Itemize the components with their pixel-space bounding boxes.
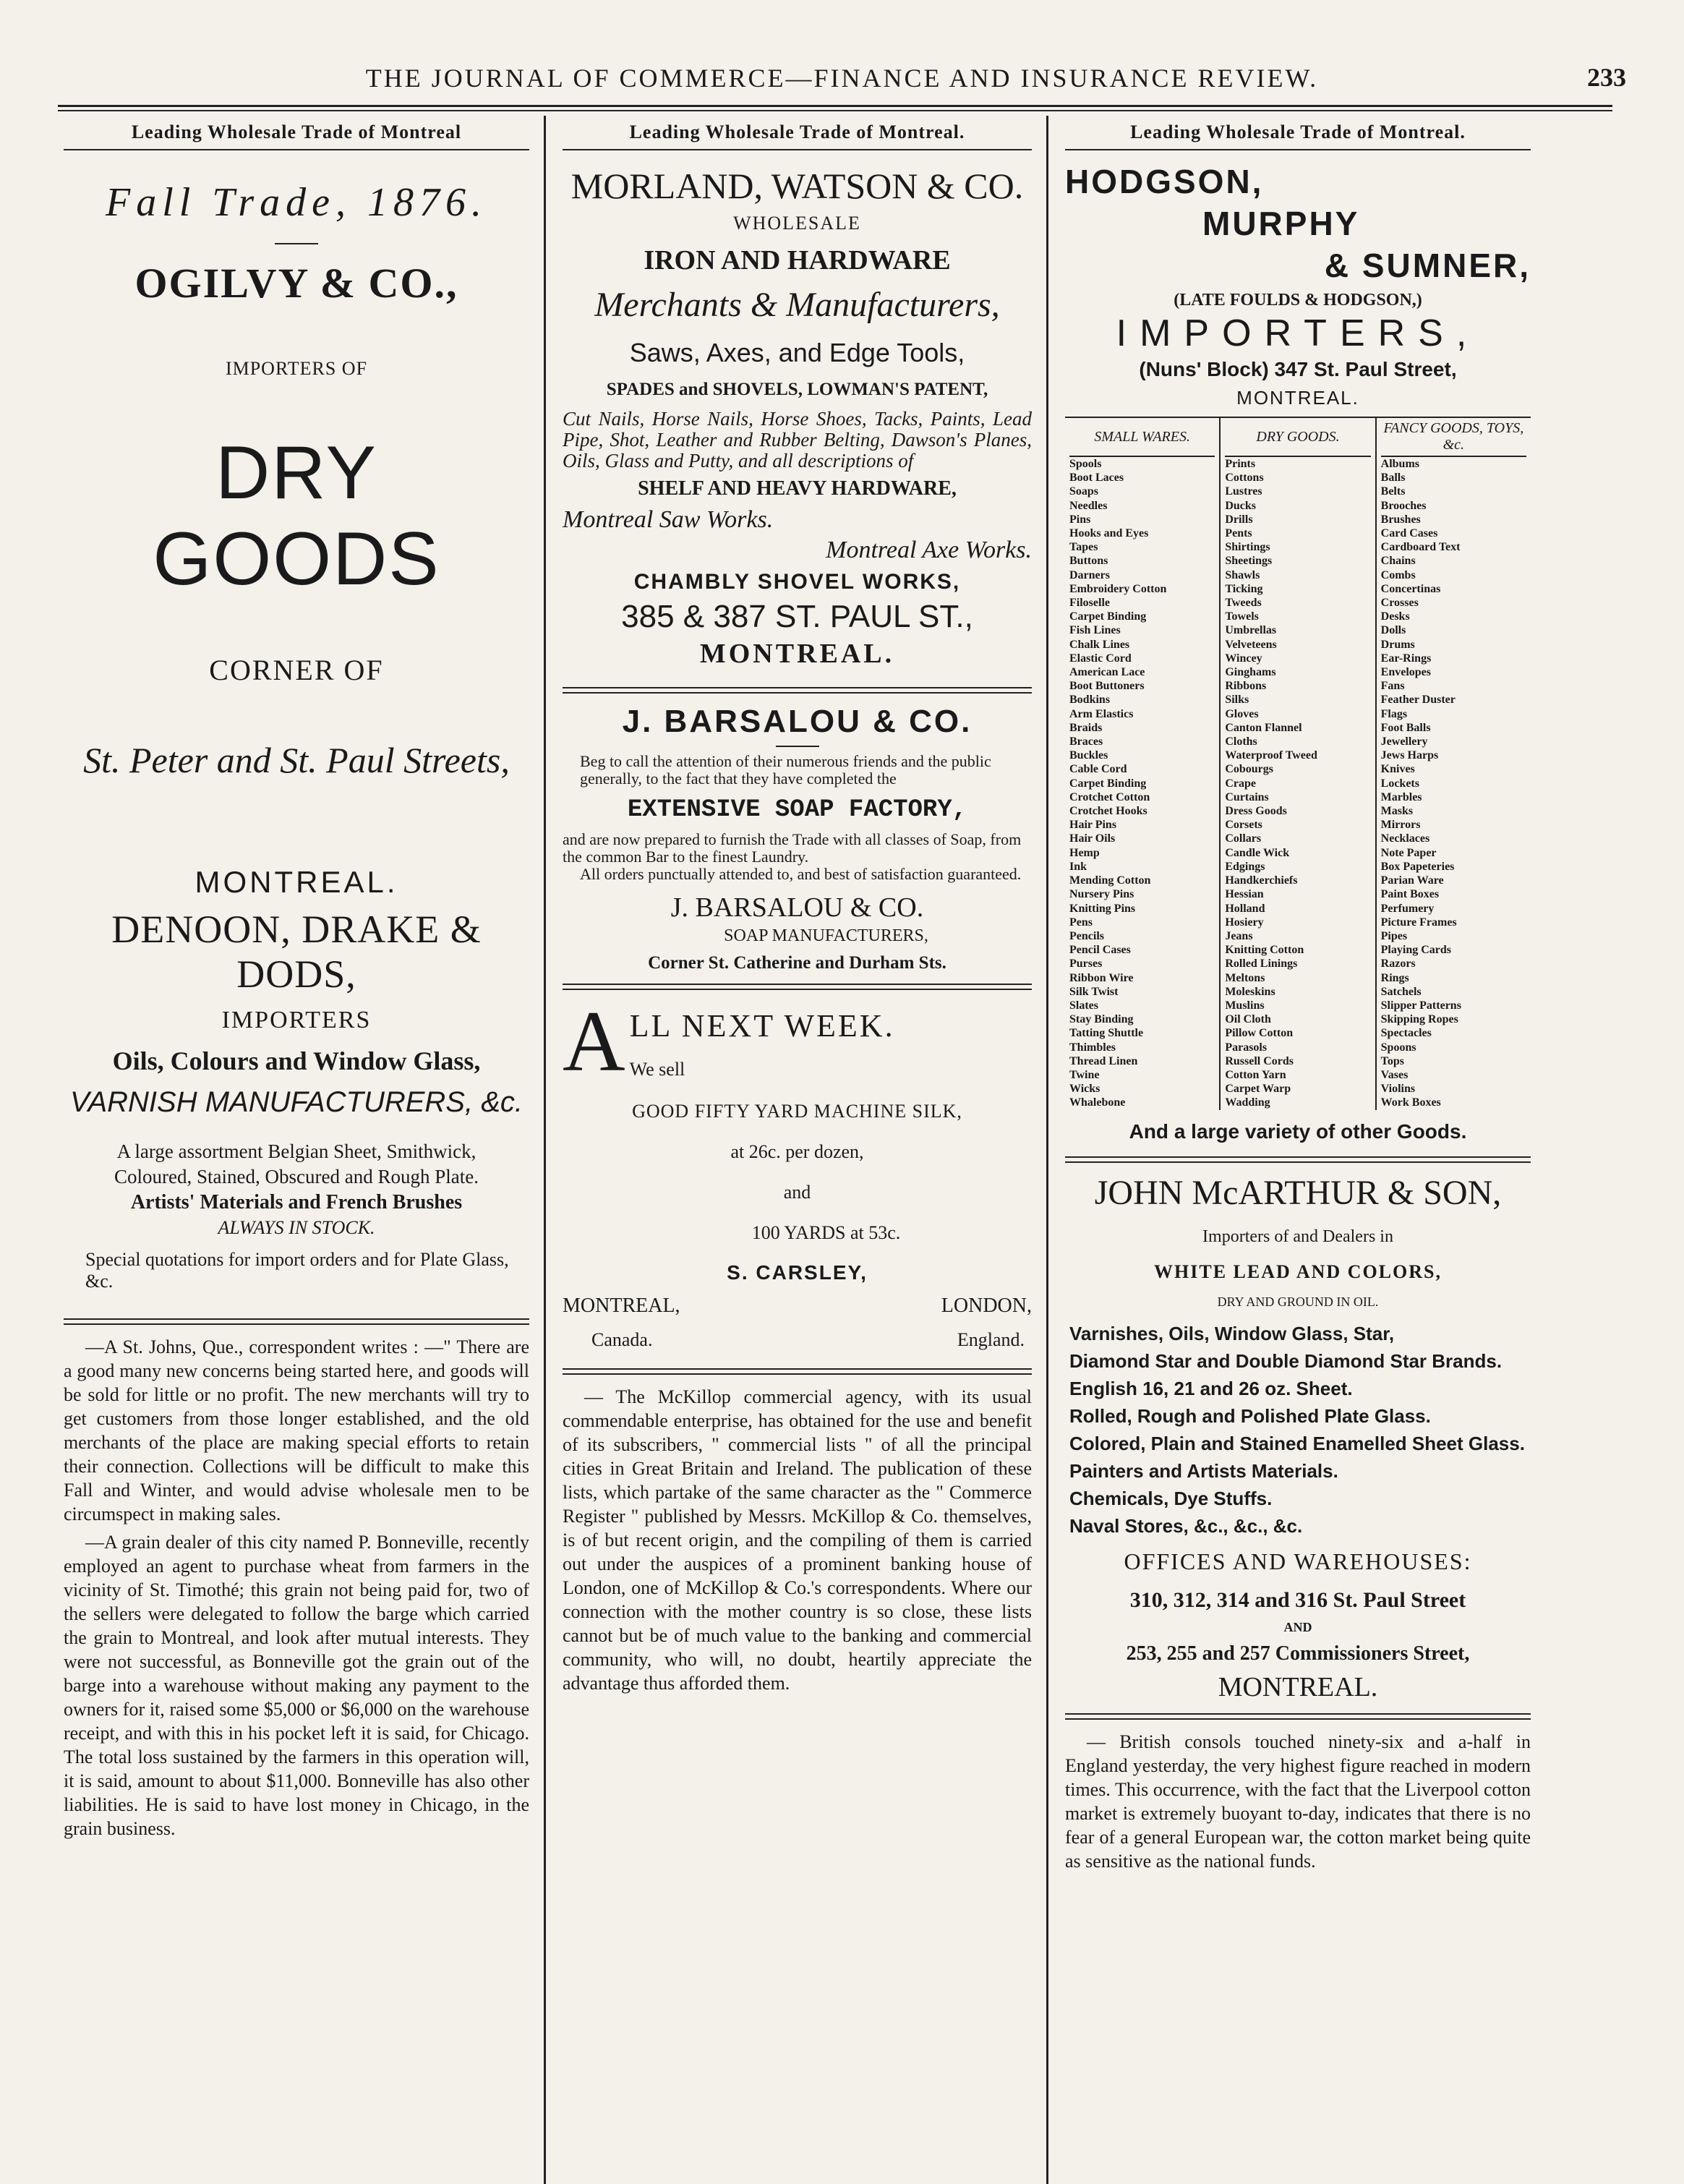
- list-item: Boot Buttoners: [1069, 680, 1145, 693]
- list-item: Braces: [1069, 735, 1103, 748]
- axe-works: Montreal Axe Works.: [826, 537, 1032, 563]
- soap-factory-heading: EXTENSIVE SOAP FACTORY,: [627, 796, 967, 824]
- list-item: Feather Duster: [1380, 694, 1456, 707]
- page-header: [58, 56, 1626, 100]
- ogilvy-ad: [64, 179, 529, 900]
- season-heading: Fall Trade, 1876.: [105, 180, 488, 225]
- goods-list: [1225, 457, 1370, 1110]
- list-item: Rings: [1380, 971, 1409, 984]
- list-item: Drums: [1380, 638, 1415, 651]
- section-rule: [1065, 1156, 1531, 1163]
- list-item: Meltons: [1225, 971, 1265, 984]
- list-item: Shirtings: [1225, 541, 1270, 554]
- morland-ad: [563, 165, 1032, 670]
- list-item: Hair Oils: [1069, 832, 1116, 845]
- denoon-ad: [64, 907, 529, 1292]
- signature: J. BARSALOU & CO.: [670, 892, 924, 923]
- list-item: Pents: [1225, 527, 1252, 540]
- list-item: Jeans: [1225, 929, 1253, 942]
- list-item: Razors: [1380, 957, 1416, 971]
- chambly-line: CHAMBLY SHOVEL WORKS,: [633, 570, 961, 594]
- list-item: Slipper Patterns: [1380, 999, 1461, 1012]
- list-item: Cottons: [1225, 472, 1264, 485]
- firm-name-2: MURPHY: [1202, 205, 1360, 242]
- products-list: [1065, 1320, 1531, 1540]
- news-paragraph: — British consols touched ninety-six and a-half in England yesterday, the very highest figure reached in modern times. This occurrence, with the fact that the Liverpool cotton market is extremely buoyant to-day, indicates that there is no fear of a general European war, the cotton market being quite as sensitive as the national funds.: [1065, 1731, 1531, 1872]
- ad-line: Special quotations for import orders and for Plate Glass, &c.: [85, 1249, 509, 1292]
- list-item: Buckles: [1069, 749, 1108, 762]
- list-item: Whalebone: [1069, 1096, 1126, 1109]
- list-item: Tapes: [1069, 541, 1098, 554]
- list-item: Combs: [1380, 568, 1416, 581]
- list-item: Moleskins: [1225, 985, 1275, 998]
- list-item: Ear-Rings: [1380, 652, 1432, 665]
- corner-address: Corner St. Catherine and Durham Sts.: [648, 953, 946, 973]
- goods-line: Oils, Colours and Window Glass,: [112, 1046, 481, 1075]
- list-item: Oil Cloth: [1225, 1013, 1271, 1026]
- list-item: Parian Ware: [1380, 874, 1444, 887]
- dry-goods-heading: DRY GOODS: [153, 431, 440, 601]
- goods-table: [1065, 417, 1531, 1110]
- merchants-line: Merchants & Manufacturers,: [594, 286, 1000, 324]
- list-item: Needles: [1069, 499, 1108, 512]
- address-line: 310, 312, 314 and 316 St. Paul Street: [1129, 1587, 1466, 1612]
- list-item: Silk Twist: [1069, 985, 1119, 998]
- list-item: Chains: [1380, 555, 1416, 568]
- late-line: (LATE FOULDS & HODGSON,): [1174, 291, 1422, 310]
- wholesale-label: WHOLESALE: [733, 213, 861, 234]
- list-item: Rolled, Rough and Polished Plate Glass.: [1069, 1404, 1431, 1427]
- city: MONTREAL,: [563, 1294, 680, 1317]
- list-item: Buttons: [1069, 555, 1108, 568]
- country-row: [563, 1329, 1032, 1351]
- ad-body: All orders punctually attended to, and best of satisfaction guaranteed.: [580, 865, 1022, 883]
- list-item: Hosiery: [1225, 916, 1264, 929]
- section-head: Leading Wholesale Trade of Montreal: [64, 116, 529, 150]
- list-item: Playing Cards: [1380, 944, 1451, 957]
- section-head: Leading Wholesale Trade of Montreal.: [1065, 116, 1531, 150]
- trade-heading: IRON AND HARDWARE: [644, 245, 951, 276]
- headline-block: [563, 1004, 1032, 1080]
- ad-intro: Beg to call the attention of their numerous friends and the public generally, to the fact that they have completed the: [580, 752, 991, 788]
- list-item: Velveteens: [1225, 638, 1277, 651]
- list-item: Slates: [1069, 999, 1098, 1012]
- list-item: Crotchet Cotton: [1069, 790, 1150, 803]
- list-item: Cable Cord: [1069, 763, 1127, 776]
- list-item: Wicks: [1069, 1083, 1100, 1096]
- list-item: Paint Boxes: [1380, 888, 1440, 901]
- list-item: Naval Stores, &c., &c., &c.: [1069, 1514, 1303, 1537]
- country: England.: [957, 1329, 1025, 1350]
- list-item: Lustres: [1225, 485, 1262, 498]
- saw-works: Montreal Saw Works.: [563, 506, 774, 533]
- list-item: Jewellery: [1380, 735, 1428, 748]
- list-item: Edgings: [1225, 860, 1265, 873]
- list-item: Thread Linen: [1069, 1054, 1138, 1067]
- list-item: Hair Pins: [1069, 819, 1117, 832]
- list-item: Umbrellas: [1225, 624, 1277, 637]
- list-item: Envelopes: [1380, 666, 1431, 679]
- list-item: Pillow Cotton: [1225, 1027, 1294, 1040]
- list-item: Elastic Cord: [1069, 652, 1132, 665]
- list-item: Spectacles: [1380, 1027, 1432, 1040]
- section-head: Leading Wholesale Trade of Montreal.: [563, 116, 1032, 150]
- offices-heading: OFFICES AND WAREHOUSES:: [1124, 1548, 1472, 1574]
- list-item: Muslins: [1225, 999, 1265, 1012]
- city-row: [563, 1294, 1032, 1318]
- list-item: Purses: [1069, 957, 1103, 971]
- list-item: Mending Cotton: [1069, 874, 1151, 887]
- header-rule: [58, 105, 1612, 111]
- list-item: Pencil Cases: [1069, 944, 1131, 957]
- list-item: Albums: [1380, 458, 1420, 470]
- list-item: Curtains: [1225, 790, 1269, 803]
- tools-line: Saws, Axes, and Edge Tools,: [629, 338, 965, 367]
- list-item: Mirrors: [1380, 819, 1421, 832]
- list-item: Chemicals, Dye Stuffs.: [1069, 1487, 1273, 1509]
- list-item: Prints: [1225, 458, 1256, 470]
- ad-line: Coloured, Stained, Obscured and Rough Plate.: [114, 1166, 479, 1187]
- list-item: Satchels: [1380, 985, 1422, 998]
- list-item: Pins: [1069, 513, 1091, 526]
- varnish-line: VARNISH MANUFACTURERS, &c.: [70, 1086, 523, 1118]
- list-item: Card Cases: [1380, 527, 1438, 540]
- list-item: Thimbles: [1069, 1041, 1116, 1054]
- list-item: Hessian: [1225, 888, 1264, 901]
- shelf-line: SHELF AND HEAVY HARDWARE,: [638, 477, 957, 500]
- list-item: Tweeds: [1225, 597, 1262, 610]
- list-item: Spoons: [1380, 1041, 1416, 1054]
- list-item: Brushes: [1380, 513, 1421, 526]
- list-item: English 16, 21 and 26 oz. Sheet.: [1069, 1377, 1353, 1399]
- column-divider: [544, 116, 546, 2184]
- list-item: Cardboard Text: [1380, 541, 1461, 554]
- list-item: Embroidery Cotton: [1069, 582, 1167, 595]
- firm-name: MORLAND, WATSON & CO.: [570, 166, 1024, 206]
- list-item: Collars: [1225, 832, 1262, 845]
- dry-line: DRY AND GROUND IN OIL.: [1217, 1294, 1379, 1309]
- corner-label: CORNER OF: [209, 654, 384, 686]
- section-rule: [563, 1368, 1032, 1375]
- products-description: Cut Nails, Horse Nails, Horse Shoes, Tacks, Paints, Lead Pipe, Shot, Leather and Rubber Belting, Dawson's Planes, Oils, Glass and Putty, and all descriptions of: [563, 408, 1032, 472]
- list-item: Cloths: [1225, 735, 1257, 748]
- goods-column-header: SMALL WARES.: [1069, 418, 1215, 457]
- section-rule: [563, 984, 1032, 990]
- list-item: Knives: [1380, 763, 1415, 776]
- list-item: Varnishes, Oils, Window Glass, Star,: [1069, 1322, 1395, 1344]
- footer-line: And a large variety of other Goods.: [1129, 1119, 1467, 1143]
- list-item: Handkerchiefs: [1225, 874, 1298, 887]
- list-item: Carpet Warp: [1225, 1083, 1291, 1096]
- importers-label: IMPORTERS OF: [225, 358, 368, 379]
- goods-list: [1069, 457, 1215, 1110]
- street-address: (Nuns' Block) 347 St. Paul Street,: [1139, 358, 1457, 380]
- city-name: MONTREAL.: [699, 639, 895, 669]
- list-item: Wincey: [1225, 652, 1262, 665]
- list-item: Soaps: [1069, 485, 1099, 498]
- barsalou-ad: [563, 704, 1032, 973]
- list-item: Crape: [1225, 777, 1256, 790]
- list-item: Tops: [1380, 1054, 1404, 1067]
- list-item: Darners: [1069, 568, 1110, 581]
- list-item: Towels: [1225, 610, 1259, 623]
- list-item: Wadding: [1225, 1096, 1270, 1109]
- list-item: Balls: [1380, 472, 1406, 485]
- list-item: Carpet Binding: [1069, 777, 1147, 790]
- section-rule: [1065, 1713, 1531, 1720]
- list-item: Drills: [1225, 513, 1253, 526]
- list-item: Braids: [1069, 721, 1103, 734]
- firm-name: JOHN McARTHUR & SON,: [1094, 1173, 1502, 1212]
- list-item: Vases: [1380, 1068, 1409, 1081]
- section-rule: [64, 1318, 529, 1325]
- news-paragraph: —A grain dealer of this city named P. Bonneville, recently employed an agent to purchase wheat from farmers in the vicinity of St. Timothé; this grain not being paid for, two of the sellers were delegated to follow the barge which carried the grain to Montreal, and look after mutual interests. They were not successful, as Bonneville got the grain out of the barge into a warehouse without making any payment to the owners for it, raised some $5,000 or $6,000 on the warehouse receipt, and with this in his pocket left it is said, for Chicago. The total loss sustained by the farmers in this operation will, it is said, amount to about $11,000. Bonneville has also other liabilities. He is said to have lost money in Chicago, in the grain business.: [64, 1532, 529, 1839]
- headline: LL NEXT WEEK.: [629, 1008, 895, 1044]
- list-item: Twine: [1069, 1068, 1100, 1081]
- goods-column-header: DRY GOODS.: [1225, 418, 1370, 457]
- goods-column-fancy-goods: [1377, 418, 1531, 1110]
- list-item: Ginghams: [1225, 666, 1276, 679]
- list-item: Boot Laces: [1069, 472, 1124, 485]
- list-item: Pencils: [1069, 929, 1104, 942]
- column-1: [58, 116, 535, 2059]
- price-line: 100 YARDS at 53c.: [751, 1222, 901, 1243]
- list-item: Fans: [1380, 680, 1405, 693]
- list-item: Ribbon Wire: [1069, 971, 1134, 984]
- list-item: Diamond Star and Double Diamond Star Brands.: [1069, 1349, 1503, 1372]
- firm-name: OGILVY & CO.,: [134, 260, 458, 307]
- firm-name-3: & SUMNER,: [1324, 247, 1531, 284]
- importers-label: IMPORTERS: [221, 1007, 372, 1033]
- list-item: Jews Harps: [1380, 749, 1439, 762]
- list-item: Foot Balls: [1380, 721, 1431, 734]
- list-item: Hemp: [1069, 846, 1100, 859]
- list-item: Brooches: [1380, 499, 1427, 512]
- firm-name: S. CARSLEY,: [727, 1261, 868, 1284]
- list-item: Shawls: [1225, 568, 1260, 581]
- list-item: Sheetings: [1225, 555, 1273, 568]
- country: Canada.: [591, 1329, 653, 1350]
- page-number: 233: [1587, 63, 1626, 92]
- goods-column-header: FANCY GOODS, TOYS, &c.: [1381, 418, 1526, 457]
- list-item: Arm Elastics: [1069, 707, 1134, 720]
- list-item: Waterproof Tweed: [1225, 749, 1317, 762]
- list-item: Perfumery: [1380, 902, 1435, 915]
- lead-heading: WHITE LEAD AND COLORS,: [1154, 1261, 1442, 1282]
- column-divider: [1046, 116, 1048, 2184]
- list-item: Silks: [1225, 694, 1249, 707]
- divider: [776, 746, 819, 747]
- goods-column-small-wares: [1065, 418, 1221, 1110]
- firm-name: DENOON, DRAKE & DODS,: [111, 908, 482, 996]
- ad-body: and are now prepared to furnish the Trade with all classes of Soap, from the common Bar to the finest Laundry.: [563, 830, 1022, 866]
- importers-line: Importers of and Dealers in: [1202, 1227, 1393, 1246]
- list-item: Hooks and Eyes: [1069, 527, 1149, 540]
- firm-name: J. BARSALOU & CO.: [622, 704, 973, 739]
- list-item: Box Papeteries: [1380, 860, 1455, 873]
- mcarthur-ad: [1065, 1173, 1531, 1703]
- list-item: Pens: [1069, 916, 1093, 929]
- list-item: Bodkins: [1069, 694, 1111, 707]
- list-item: Dress Goods: [1225, 805, 1287, 818]
- divider: [275, 243, 318, 244]
- column-3: [1059, 116, 1536, 2059]
- list-item: Concertinas: [1380, 582, 1441, 595]
- list-item: Candle Wick: [1225, 846, 1290, 859]
- list-item: Crotchet Hooks: [1069, 805, 1147, 818]
- list-item: Picture Frames: [1380, 916, 1457, 929]
- list-item: Cotton Yarn: [1225, 1068, 1286, 1081]
- list-item: Flags: [1380, 707, 1408, 720]
- list-item: Masks: [1380, 805, 1414, 818]
- list-item: American Lace: [1069, 666, 1145, 679]
- list-item: Crosses: [1380, 597, 1419, 610]
- running-title: THE JOURNAL OF COMMERCE—FINANCE AND INSURANCE REVIEW.: [365, 64, 1319, 93]
- list-item: Dolls: [1380, 624, 1406, 637]
- goods-column-dry-goods: [1221, 418, 1376, 1110]
- city-name: MONTREAL.: [195, 865, 398, 899]
- list-item: Ink: [1069, 860, 1087, 873]
- list-item: Belts: [1380, 485, 1406, 498]
- price-line: at 26c. per dozen,: [730, 1141, 864, 1162]
- list-item: Carpet Binding: [1069, 610, 1147, 623]
- and-line: AND: [1283, 1619, 1312, 1634]
- product-line: GOOD FIFTY YARD MACHINE SILK,: [632, 1101, 962, 1122]
- list-item: Corsets: [1225, 819, 1262, 832]
- list-item: Filoselle: [1069, 597, 1110, 610]
- city-name: MONTREAL.: [1236, 387, 1359, 409]
- list-item: Marbles: [1380, 790, 1422, 803]
- list-item: Spools: [1069, 458, 1102, 470]
- column-2: [557, 116, 1038, 2059]
- list-item: Note Paper: [1380, 846, 1437, 859]
- drop-cap: A: [563, 1004, 625, 1080]
- ad-line: Artists' Materials and French Brushes: [130, 1191, 463, 1213]
- firm-name-1: HODGSON,: [1065, 163, 1264, 200]
- list-item: Nursery Pins: [1069, 888, 1134, 901]
- news-paragraph: —A St. Johns, Que., correspondent writes : —" There are a good many new concerns being started here, and goods will be sold for little or no profit. The new merchants will try to get customers from those longer established, and the old merchants of the place are making special efforts to retain their connection. Collections will be difficult to make this Fall and Winter, and would advise wholesale men to be circumspect in making sales.: [64, 1336, 529, 1524]
- spades-line: SPADES and SHOVELS, LOWMAN'S PATENT,: [606, 380, 988, 399]
- street-address: St. Peter and St. Paul Streets,: [83, 740, 510, 780]
- we-sell: We sell: [629, 1059, 685, 1080]
- list-item: Pipes: [1380, 929, 1408, 942]
- and-line: and: [783, 1182, 811, 1203]
- list-item: Holland: [1225, 902, 1265, 915]
- list-item: Cobourgs: [1225, 763, 1274, 776]
- city-name: MONTREAL.: [1218, 1671, 1378, 1702]
- list-item: Ducks: [1225, 499, 1257, 512]
- list-item: Russell Cords: [1225, 1054, 1294, 1067]
- list-item: Necklaces: [1380, 832, 1430, 845]
- carsley-ad: [563, 1004, 1032, 1351]
- goods-list: [1381, 457, 1526, 1110]
- city: LONDON,: [941, 1294, 1032, 1317]
- hodgson-ad: [1065, 162, 1531, 1143]
- list-item: Tatting Shuttle: [1069, 1027, 1144, 1040]
- importers-heading: IMPORTERS,: [1116, 312, 1480, 354]
- list-item: Colored, Plain and Stained Enamelled Sheet Glass.: [1069, 1432, 1525, 1454]
- list-item: Ticking: [1225, 582, 1263, 595]
- list-item: Fish Lines: [1069, 624, 1121, 637]
- list-item: Knitting Cotton: [1225, 944, 1304, 957]
- list-item: Rolled Linings: [1225, 957, 1298, 971]
- list-item: Knitting Pins: [1069, 902, 1136, 915]
- list-item: Parasols: [1225, 1041, 1268, 1054]
- list-item: Lockets: [1380, 777, 1419, 790]
- news-paragraph: — The McKillop commercial agency, with its usual commendable enterprise, has obtained for the use and benefit of its subscribers, " commercial lists " of all the principal cities in Great Britain and Ireland. The publication of these lists, which partake of the same character as the " Commerce Register " published by Messrs. McKillop & Co. themselves, is of but recent origin, and the compiling of them is carried out under the auspices of a prominent banking house of London, one of McKillop & Co.'s correspondents. Where our connection with the mother country is so close, these lists cannot but be of much value to the banking and commercial community, who will, no doubt, heartily appreciate the advantage thus afforded them.: [563, 1386, 1032, 1694]
- list-item: Skipping Ropes: [1380, 1013, 1458, 1026]
- list-item: Painters and Artists Materials.: [1069, 1459, 1338, 1482]
- list-item: Gloves: [1225, 707, 1259, 720]
- street-address: 385 & 387 ST. PAUL ST.,: [621, 599, 973, 634]
- section-rule: [563, 687, 1032, 694]
- ad-line: ALWAYS IN STOCK.: [218, 1217, 375, 1238]
- list-item: Stay Binding: [1069, 1013, 1134, 1026]
- address-line: 253, 255 and 257 Commissioners Street,: [1126, 1642, 1470, 1665]
- soap-manufacturers: SOAP MANUFACTURERS,: [724, 926, 928, 945]
- list-item: Violins: [1380, 1083, 1416, 1096]
- list-item: Canton Flannel: [1225, 721, 1302, 734]
- list-item: Ribbons: [1225, 680, 1267, 693]
- list-item: Work Boxes: [1380, 1096, 1441, 1109]
- list-item: Chalk Lines: [1069, 638, 1130, 651]
- list-item: Desks: [1380, 610, 1410, 623]
- ad-line: A large assortment Belgian Sheet, Smithwick,: [116, 1140, 476, 1162]
